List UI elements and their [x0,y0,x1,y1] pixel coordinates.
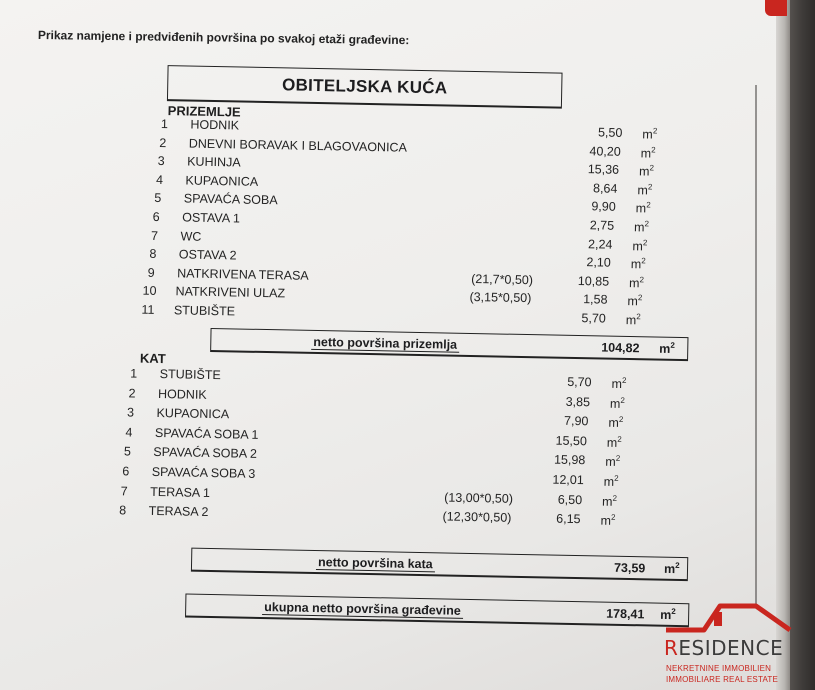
room-name: HODNIK [157,386,207,402]
area-unit: $m^2$ [600,512,616,529]
room-name: KUPAONICA [156,406,230,422]
sum-value-prizemlje: 104,82 [601,340,640,356]
row-number: 2 [128,386,136,401]
area-unit: $m^2$ [630,256,646,272]
area-unit: $m^2$ [605,454,621,470]
room-name: STUBIŠTE [173,303,236,319]
room-name: NATKRIVENI ULAZ [175,284,286,301]
area-value: 10,85 [577,273,610,289]
row-number: 8 [149,246,157,262]
row-number: 8 [119,503,127,518]
section-label-prizemlje: PRIZEMLJE [167,103,241,120]
section-label-kat: KAT [139,350,166,367]
area-value: 5,70 [581,311,606,326]
row-number: 7 [120,483,128,499]
area-unit: $m^2$ [627,293,643,309]
sum-label-prizemlje: netto površina prizemlja [311,335,459,353]
room-name: STUBIŠTE [159,367,221,383]
sum-unit-kat: $m^2$ [663,560,680,577]
room-name: SPAVAĆA SOBA 2 [153,445,258,462]
area-value: 8,64 [592,181,618,196]
area-unit: $m^2$ [642,126,658,142]
row-number: 10 [142,284,157,299]
title-box [167,65,563,109]
room-name: WC [180,228,202,244]
area-value: 15,36 [587,162,620,177]
area-value: 40,20 [589,143,621,159]
room-name: OSTAVA 1 [182,210,240,226]
area-unit: $m^2$ [611,375,627,392]
area-unit: $m^2$ [633,219,650,235]
area-calculation: (21,7*0,50) [471,271,534,287]
total-label: ukupna netto površina građevine [262,600,463,619]
area-value: 6,50 [557,492,583,507]
logo-tagline-1: NEKRETNINE IMMOBILIEN [666,664,772,673]
sum-value-kat: 73,59 [613,560,646,576]
row-number: 4 [125,425,133,440]
row-number: 1 [130,366,138,381]
area-value: 12,01 [552,472,584,488]
room-name: HODNIK [190,117,240,133]
area-unit: $m^2$ [635,200,651,216]
area-unit: $m^2$ [638,163,655,179]
room-name: SPAVAĆA SOBA 3 [151,464,256,481]
area-value: 6,15 [556,511,581,527]
row-number: 1 [160,116,169,132]
area-unit: $m^2$ [606,434,622,450]
row-number: 5 [154,191,162,206]
room-name: TERASA 2 [148,504,209,520]
intro-heading: Prikaz namjene i predviđenih površina po svakoj etaži građevine: [37,28,410,48]
area-unit: $m^2$ [601,493,618,509]
area-value: 15,50 [555,433,588,449]
background-surface [790,0,815,690]
area-unit: $m^2$ [637,182,653,198]
sum-box-kat [191,548,688,582]
room-name: OSTAVA 2 [178,247,237,263]
room-name: DNEVNI BORAVAK I BLAGOVAONICA [188,136,408,155]
row-number: 5 [123,444,131,459]
area-calculation: (12,30*0,50) [442,509,512,525]
row-number: 3 [157,154,165,169]
row-number: 2 [159,135,167,150]
area-value: 1,58 [583,292,608,307]
room-name: NATKRIVENA TERASA [177,266,309,283]
row-number: 11 [141,302,155,317]
room-name: KUHINJA [187,154,241,170]
house-roof-icon [664,600,794,636]
area-calculation: (13,00*0,50) [444,490,514,506]
area-value: 9,90 [591,199,616,215]
area-unit: $m^2$ [608,415,624,431]
sum-box-total [185,594,689,628]
table-title: OBITELJSKA KUĆA [281,74,448,97]
area-value: 5,50 [597,125,623,140]
row-number: 4 [155,172,164,187]
area-value: 15,98 [553,452,586,468]
area-unit: $m^2$ [603,473,619,489]
room-name: SPAVAĆA SOBA 1 [154,425,259,442]
sum-label-kat: netto površina kata [316,555,435,572]
area-unit: $m^2$ [625,312,641,328]
total-value: 178,41 [606,606,645,622]
area-unit: $m^2$ [632,237,648,254]
residence-logo [664,600,794,690]
area-value: 2,10 [586,255,611,270]
room-name: SPAVAĆA SOBA [183,191,278,208]
logo-tagline-2: IMMOBILIARE REAL ESTATE [666,675,779,684]
logo-wordmark: RESIDENCE [664,636,784,660]
room-name: TERASA 1 [150,484,211,500]
area-value: 2,75 [589,218,615,233]
area-value: 2,24 [587,236,613,252]
area-value: 3,85 [565,394,591,409]
room-name: KUPAONICA [185,173,259,189]
area-value: 5,70 [567,374,592,390]
area-calculation: (3,15*0,50) [469,290,532,306]
row-number: 3 [126,405,135,420]
area-unit: $m^2$ [628,274,645,291]
area-unit: $m^2$ [640,144,656,161]
row-number: 9 [147,265,155,280]
row-number: 6 [122,464,130,479]
row-number: 7 [150,228,159,243]
sum-box-prizemlje [210,328,688,361]
row-number: 6 [152,209,160,224]
total-unit: $m^2$ [660,606,676,623]
sum-unit-prizemlje: $m^2$ [659,340,675,356]
area-unit: $m^2$ [609,395,626,411]
area-value: 7,90 [563,413,589,429]
